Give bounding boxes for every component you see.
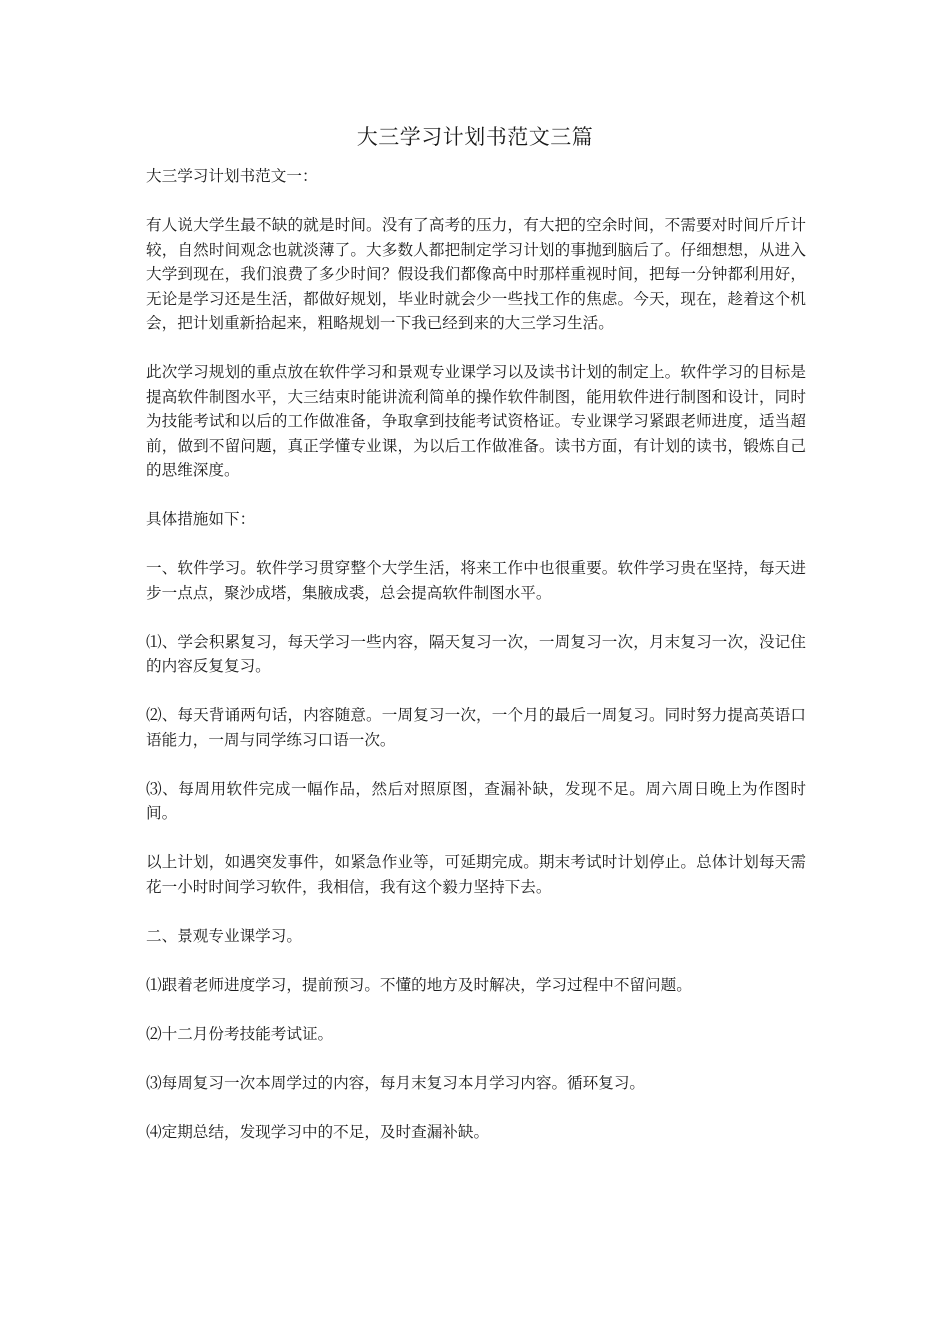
- paragraph-measures-heading: 具体措施如下：: [146, 510, 256, 528]
- list-item: ⑷定期总结，发现学习中的不足，及时查漏补缺。: [146, 1122, 490, 1141]
- list-item: ⑵十二月份考技能考试证。: [146, 1024, 334, 1043]
- list-item: ⑶、每周用软件完成一幅作品，然后对照原图，查漏补缺，发现不足。周六周日晚上为作图时间。: [146, 779, 806, 822]
- paragraph-landscape-heading: 二、景观专业课学习。: [146, 926, 302, 945]
- paragraph-intro: 有人说大学生最不缺的就是时间。没有了高考的压力，有大把的空余时间，不需要对时间斤斤计较，自然时间观念也就淡薄了。大多数人都把制定学习计划的事抛到脑后了。仔细想想，从进入大学到现在，我们浪费了多少时间？假设我们都像高中时那样重视时间，把每一分钟都利用好，无论是学习还是生活，都做好规划，毕业时就会少一些找工作的焦虑。今天，现在，趁着这个机会，把计划重新拾起来，粗略规划一下我已经到来的大三学习生活。: [146, 216, 806, 332]
- paragraph-focus: 此次学习规划的重点放在软件学习和景观专业课学习以及读书计划的制定上。软件学习的目标是提高软件制图水平，大三结束时能讲流利简单的操作软件制图，能用软件进行制图和设计，同时为技能考试和以后的工作做准备，争取拿到技能考试资格证。专业课学习紧跟老师进度，适当超前，做到不留问题，真正学懂专业课，为以后工作做准备。读书方面，有计划的读书，锻炼自己的思维深度。: [146, 363, 806, 479]
- list-item: ⑴、学会积累复习，每天学习一些内容，隔天复习一次，一周复习一次，月末复习一次，没记住的内容反复复习。: [146, 632, 806, 675]
- paragraph-plan-summary: 以上计划，如遇突发事件，如紧急作业等，可延期完成。期末考试时计划停止。总体计划每天需花一小时时间学习软件，我相信，我有这个毅力坚持下去。: [146, 853, 806, 896]
- list-item: ⑴跟着老师进度学习，提前预习。不懂的地方及时解决，学习过程中不留问题。: [146, 975, 692, 994]
- list-item: ⑵、每天背诵两句话，内容随意。一周复习一次，一个月的最后一周复习。同时努力提高英语口语能力，一周与同学练习口语一次。: [146, 706, 806, 749]
- paragraph-software-learning: 一、软件学习。软件学习贯穿整个大学生活，将来工作中也很重要。软件学习贵在坚持，每天进步一点点，聚沙成塔，集腋成裘，总会提高软件制图水平。: [146, 559, 806, 602]
- document-title: 大三学习计划书范文三篇: [356, 125, 594, 149]
- document-body: [146, 164, 806, 1169]
- section-heading: 大三学习计划书范文一：: [146, 167, 318, 185]
- list-item: ⑶每周复习一次本周学过的内容，每月末复习本月学习内容。循环复习。: [146, 1073, 646, 1092]
